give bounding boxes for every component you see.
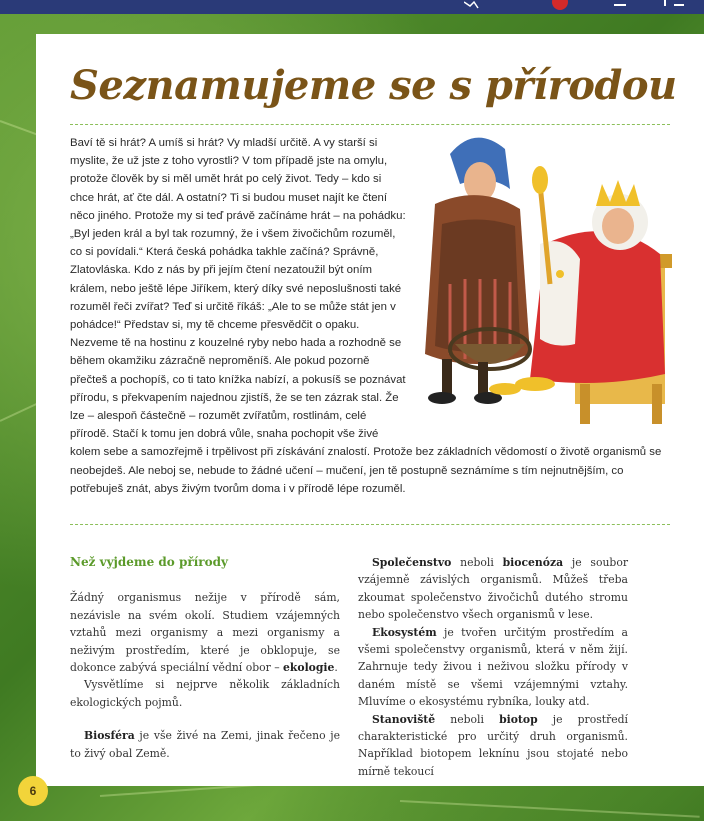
paragraph-spolecenstvo: Společenstvo neboli biocenóza je soubor vzájemně závislých organismů. Můžeš třeba zkoumat společenstvo živočichů dutého stromu nebo společenstvo všech organismů v lese. bbox=[358, 556, 629, 622]
decorative-strip-icon bbox=[464, 0, 704, 14]
intro-paragraph: Baví tě si hrát? A umíš si hrát? Vy mladší určitě. A vy starší si myslite, že už jste z toho vyrostli? V tom případě jste na omylu, protože člověk by si měl umět hrát po celý život. Tedy – kdo si chce hrát, ať čte dál. A ostatní? Ti si budou muset najít ke čtení něco jiného. Protože my si teď právě začínáme hrát – na pohádku: „Byl jeden král a byl tak rozumný, že i všem živočichům rozuměl, co si povídali.“ Která česká pohádka takhle začíná? Správně, Zlatovláska. Kdo z nás by při jejím čtení nezatoužil být oním králem, nebo ještě lépe Jiříkem, který díky své neposlušnosti také rozuměl řeči zvířat? Teď si určitě říkáš: „Ale to se může stát jen v pohádce!“ Představ si, my tě chceme přesvědčit o opaku. Nezveme tě na hostinu z kouzelné ryby nebo hada a rozhodně se během okamžiku zázračně neproměníš. Ale pokud pozorně přečteš a pochopíš, co ti tato knížka nabízí, a pokusíš se poznávat přírodu, s překvapením najednou zjistíš, že se ten zázrak stal. Že lze – alespoň částečně – rozumět zvířatům, rostlinám, celé přírodě. Stačí k tomu jen dobrá vůle, snaha pochopit vše živé kolem sebe a samozřejmě i trpělivost při získávání znalostí. Protože bez základních vědomostí o životě organismů se neobejdeš. Ale neboj se, nebude to žádné učení – mučení, jen tě postupně seznámíme s tím nejnutnějším, co potřebuješ znát, abys živým tvorům doma i v přírodě lépe rozuměl. bbox=[70, 137, 662, 495]
right-column bbox=[358, 554, 628, 780]
paragraph-intro-terms: Vysvětlíme si nejprve několik základních ekologických pojmů. bbox=[70, 678, 340, 709]
top-bar bbox=[0, 0, 704, 14]
term-biosfera: Biosféra bbox=[84, 729, 135, 743]
term-spolecenstvo: Společenstvo bbox=[372, 556, 452, 569]
page-sheet bbox=[36, 34, 704, 786]
term-biotop: biotop bbox=[499, 712, 538, 726]
paragraph-ekosystem: Ekosystém je tvořen určitým prostředím a všemi společenstvy organismů, která v něm žijí. Zahrnuje tedy živou i neživou složku přírody v daném místě se všemi vzájemnými vztahy. Mluvíme o ekosystému rybníka, louky atd. bbox=[358, 625, 628, 709]
term-ekosystem: Ekosystém bbox=[372, 625, 437, 639]
page-number-badge: 6 bbox=[18, 776, 48, 806]
old-woman-figure bbox=[425, 138, 530, 404]
leaf-vein bbox=[400, 800, 700, 818]
left-column bbox=[70, 554, 340, 762]
term-biocenoza: biocenóza bbox=[502, 556, 564, 569]
term-stanoviste: Stanoviště bbox=[372, 712, 436, 726]
paragraph-stanoviste: Stanoviště neboli biotop je prostředí charakteristické pro určitý druh organismů. Například biotopem leknínu jsou stojaté nebo mírně tekoucí bbox=[358, 712, 628, 778]
divider-middle bbox=[70, 524, 670, 525]
term-ekologie: ekologie bbox=[283, 661, 335, 675]
paragraph-ecology: Žádný organismus nežije v přírodě sám, nezávisle na svém okolí. Studiem vzájemných vztahů mezi organismy a mezi organismy a neživým prostředím, které je obklopuje, se dokonce zabývá speciální vědní obor – ekologie. bbox=[70, 591, 340, 675]
section-heading: Než vyjdeme do přírody bbox=[70, 555, 228, 569]
fairy-tale-illustration bbox=[380, 114, 680, 432]
paragraph-biosfera: Biosféra je vše živé na Zemi, jinak řečeno je to živý obal Země. bbox=[70, 729, 340, 760]
page-title: Seznamujeme se s přírodou bbox=[70, 62, 677, 109]
